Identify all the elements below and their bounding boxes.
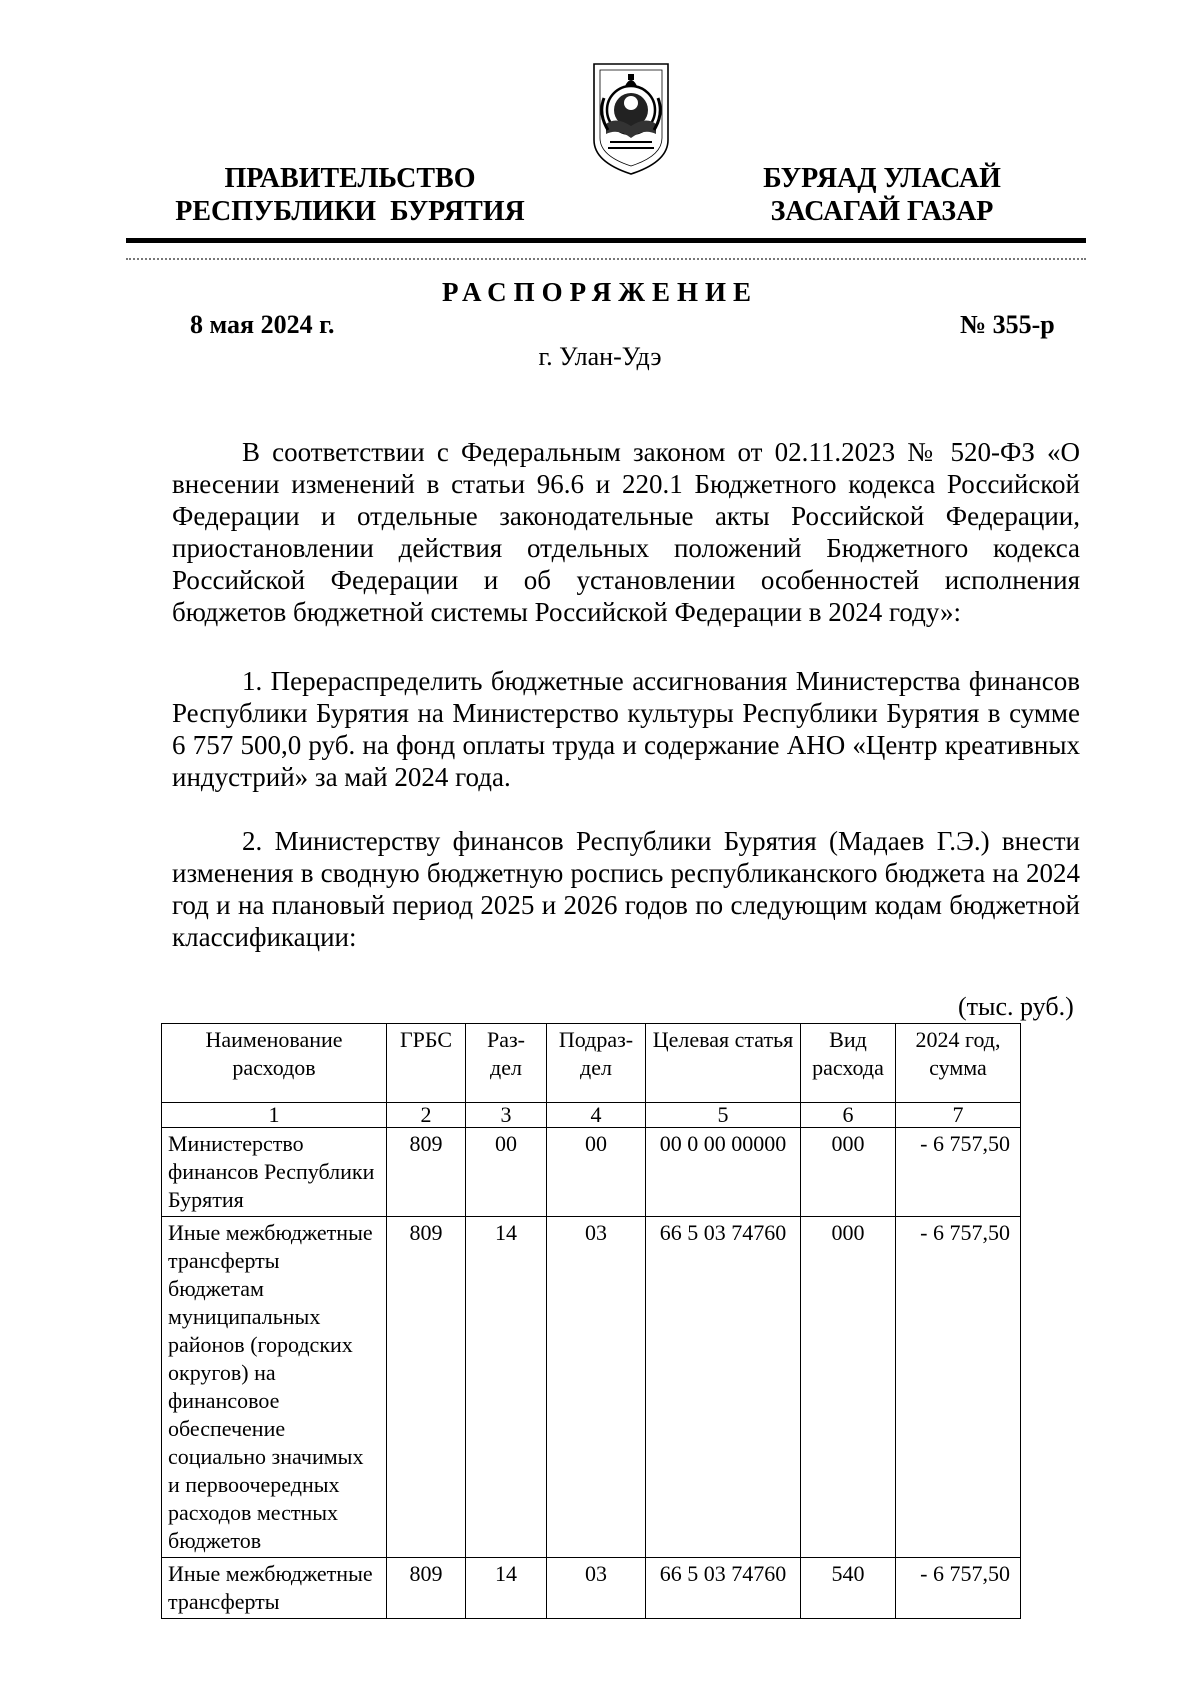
- table-cell-amount: - 6 757,50: [896, 1558, 1021, 1619]
- table-cell-name: Иные межбюджетные трансферты бюджетам муниципальных районов (городских округов) на финансовое обеспечение социально значимых и первоочередных расходов местных бюджетов: [162, 1217, 387, 1558]
- budget-table: [161, 1023, 1021, 1619]
- column-number: 7: [896, 1103, 1021, 1128]
- document-date: 8 мая 2024 г.: [190, 310, 335, 339]
- table-cell-name: Министерство финансов Республики Бурятия: [162, 1128, 387, 1217]
- table-cell: 00 0 00 00000: [646, 1128, 801, 1217]
- table-cell: 809: [387, 1558, 466, 1619]
- column-number: 5: [646, 1103, 801, 1128]
- coat-of-arms-icon: [586, 58, 676, 178]
- table-row: [162, 1128, 1021, 1217]
- table-cell: 00: [466, 1128, 547, 1217]
- table-cell: 03: [547, 1217, 646, 1558]
- column-number: 2: [387, 1103, 466, 1128]
- table-cell: 14: [466, 1558, 547, 1619]
- table-row: [162, 1558, 1021, 1619]
- table-cell: 809: [387, 1217, 466, 1558]
- table-cell-name: Иные межбюджетные трансферты: [162, 1558, 387, 1619]
- header-name: Наименование расходов: [162, 1024, 387, 1103]
- header-divider-thin: [126, 258, 1086, 260]
- header-amount: 2024 год, сумма: [896, 1024, 1021, 1103]
- table-cell: 00: [547, 1128, 646, 1217]
- organization-name-ru: ПРАВИТЕЛЬСТВО РЕСПУБЛИКИ БУРЯТИЯ: [175, 163, 525, 227]
- table-cell: 66 5 03 74760: [646, 1558, 801, 1619]
- table-header-row: [162, 1024, 1021, 1103]
- table-row: [162, 1217, 1021, 1558]
- table-cell-amount: - 6 757,50: [896, 1217, 1021, 1558]
- column-number: 4: [547, 1103, 646, 1128]
- document-place: г. Улан-Удэ: [538, 342, 662, 371]
- preamble-paragraph: В соответствии с Федеральным законом от 02.11.2023 № 520-ФЗ «О внесении изменений в статьи 96.6 и 220.1 Бюджетного кодекса Российской Федерации и отдельные законодательные акты Российской Федерации, приостановлении действия отдельных положений Бюджетного кодекса Российской Федерации и об установлении особенностей исполнения бюджетов бюджетной системы Российской Федерации в 2024 году»:: [172, 437, 1080, 627]
- table-cell-amount: - 6 757,50: [896, 1128, 1021, 1217]
- column-number: 3: [466, 1103, 547, 1128]
- table-column-numbers-row: [162, 1103, 1021, 1128]
- table-cell: 540: [801, 1558, 896, 1619]
- header-grbs: ГРБС: [387, 1024, 466, 1103]
- column-number: 1: [162, 1103, 387, 1128]
- table-cell: 809: [387, 1128, 466, 1217]
- header-target-article: Целевая статья: [646, 1024, 801, 1103]
- table-unit-label: (тыс. руб.): [958, 992, 1074, 1021]
- table-cell: 03: [547, 1558, 646, 1619]
- header-section: Раз-дел: [466, 1024, 547, 1103]
- table-cell: 000: [801, 1217, 896, 1558]
- document-type: РАСПОРЯЖЕНИЕ: [441, 277, 759, 307]
- item-2-paragraph: 2. Министерству финансов Республики Бурятия (Мадаев Г.Э.) внести изменения в сводную бюджетную роспись республиканского бюджета на 2024 год и на плановый период 2025 и 2026 годов по следующим кодам бюджетной классификации:: [172, 826, 1080, 952]
- document-number: № 355-р: [960, 310, 1055, 339]
- item-1-paragraph: 1. Перераспределить бюджетные ассигнования Министерства финансов Республики Бурятия на Министерство культуры Республики Бурятия в сумме 6 757 500,0 руб. на фонд оплаты труда и содержание АНО «Центр креативных индустрий» за май 2024 года.: [172, 666, 1080, 792]
- table-cell: 66 5 03 74760: [646, 1217, 801, 1558]
- table-cell: 000: [801, 1128, 896, 1217]
- column-number: 6: [801, 1103, 896, 1128]
- header-subsection: Подраз-дел: [547, 1024, 646, 1103]
- table-cell: 14: [466, 1217, 547, 1558]
- organization-name-bur: БУРЯАД УЛАСАЙ ЗАСАГАЙ ГАЗАР: [763, 163, 1001, 227]
- header-divider-thick: [126, 238, 1086, 243]
- header-expense-type: Вид расхода: [801, 1024, 896, 1103]
